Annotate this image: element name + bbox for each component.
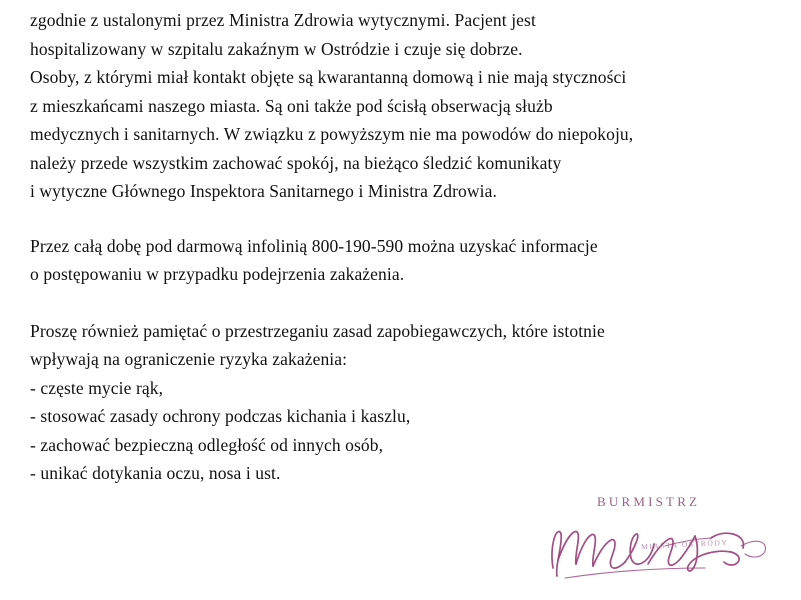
- paragraph-line: o postępowaniu w przypadku podejrzenia zakażenia.: [30, 264, 405, 284]
- list-item: - częste mycie rąk,: [30, 377, 164, 398]
- signature-subtitle: MIASTA OSTRÓDY: [640, 537, 729, 552]
- paragraph-line: Przez całą dobę pod darmową infolinią 800-190-590 można uzyskać informacje: [30, 235, 598, 256]
- paragraph-gap: [30, 289, 757, 317]
- document-body: [30, 6, 757, 488]
- paragraph-line: z mieszkańcami naszego miasta. Są oni także pod ścisłą obserwacją służb: [30, 95, 553, 116]
- paragraph-gap: [30, 206, 757, 232]
- prevention-list: [30, 374, 757, 488]
- paragraph-line: zgodnie z ustalonymi przez Ministra Zdrowia wytycznymi. Pacjent jest: [30, 10, 536, 30]
- signature-title: BURMISTRZ: [597, 494, 701, 509]
- paragraph-intro: [30, 6, 757, 63]
- list-item: - zachować bezpieczną odległość od innych osób,: [30, 434, 384, 455]
- paragraph-hotline: [30, 232, 757, 289]
- paragraph-line: należy przede wszystkim zachować spokój, na bieżąco śledzić komunikaty: [30, 152, 562, 173]
- paragraph-line: i wytyczne Głównego Inspektora Sanitarnego i Ministra Zdrowia.: [30, 181, 497, 201]
- paragraph-prevention-intro: [30, 317, 757, 374]
- signature-block: [545, 488, 775, 588]
- list-item: - stosować zasady ochrony podczas kichania i kaszlu,: [30, 406, 411, 426]
- paragraph-line: wpływają na ograniczenie ryzyka zakażenia:: [30, 349, 348, 369]
- paragraph-line: medycznych i sanitarnych. W związku z powyższym nie ma powodów do niepokoju,: [30, 124, 634, 144]
- handwritten-signature-icon: [545, 506, 775, 586]
- paragraph-quarantine: [30, 63, 757, 206]
- list-item: - unikać dotykania oczu, nosa i ust.: [30, 463, 281, 483]
- paragraph-line: hospitalizowany w szpitalu zakaźnym w Ostródzie i czuje się dobrze.: [30, 38, 523, 59]
- paragraph-line: Osoby, z którymi miał kontakt objęte są kwarantanną domową i nie mają styczności: [30, 67, 627, 87]
- paragraph-line: Proszę również pamiętać o przestrzeganiu zasad zapobiegawczych, które istotnie: [30, 320, 605, 341]
